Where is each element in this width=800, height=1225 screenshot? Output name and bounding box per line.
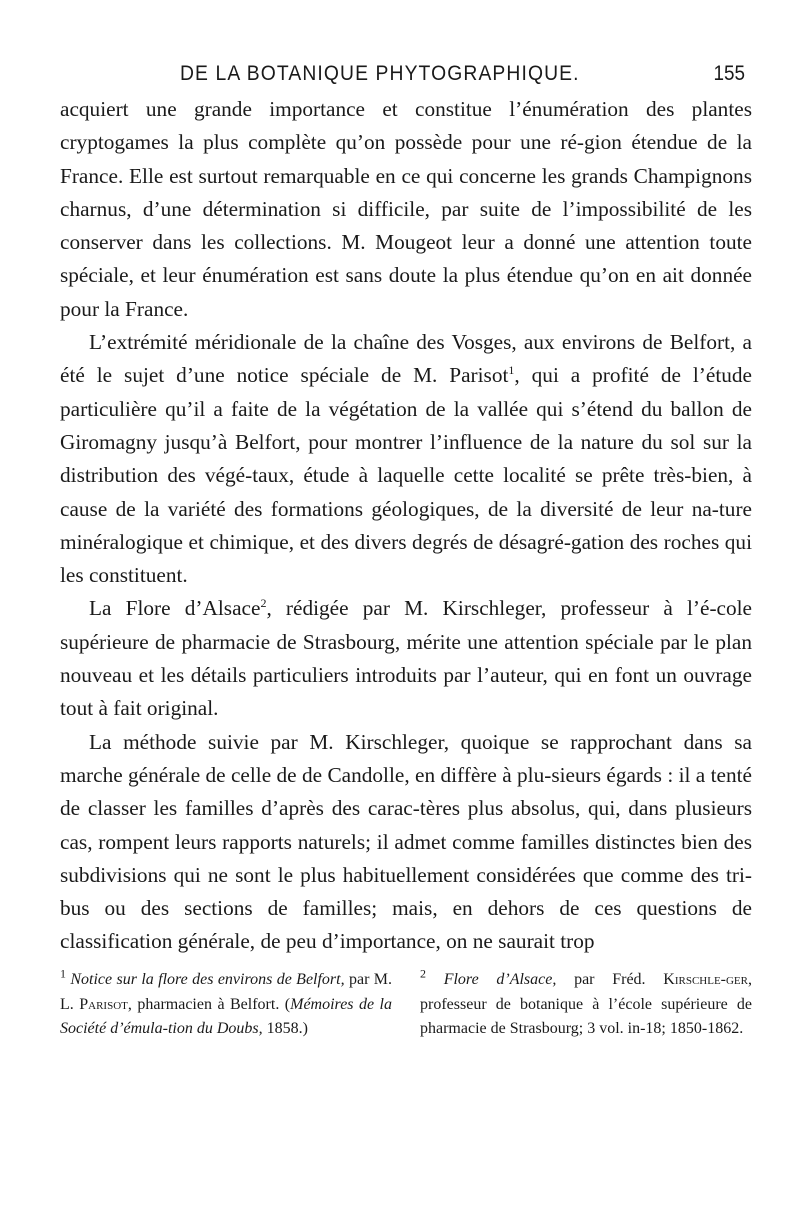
footnote-1 [60, 968, 392, 1042]
paragraph-1 [60, 93, 752, 326]
text-span: , qui a profité de l’étude particulière qu’il a faite de la végétation de la vallée qui s’étend du ballon de Giromagny jusqu’à Belfort, pour montrer l’influence de la nature du sol sur la distribution des végé-taux, étude à laquelle cette localité se prête très-bien, à cause de la variété des formations géologiques, de la diversité de leur na-ture minéralogique et chimique, et des divers degrés de désagré-gation des roches qui les constituent. [60, 363, 752, 588]
footnote-text: 1858.) [262, 1020, 308, 1037]
footnote-text: , professeur de botanique à l’école supérieure de pharmacie de Strasbourg; 3 vol. in-18; 1850-1862. [420, 971, 752, 1037]
footnote-marker: 2 [420, 966, 426, 981]
footnote-2 [420, 968, 752, 1042]
footnote-text: par M. L. [60, 971, 392, 1013]
text-span: La méthode suivie par M. Kirschleger, quoique se rapprochant dans sa marche générale de celle de de Candolle, en diffère à plu-sieurs égards : il a tenté de classer les familles d’après des carac-tères plus absolus, qui, dans plusieurs cas, rompent leurs rapports naturels; il admet comme familles distinctes bien des subdivisions qui ne sont le plus habituellement considérées que comme des tri-bus ou des sections de familles; mais, en dehors de ces questions de classification générale, de peu d’importance, on ne saurait trop [60, 729, 752, 954]
footnote-italic: Flore d’Alsace, [426, 971, 557, 988]
footnote-ref-1[interactable]: 1 [508, 363, 515, 378]
footnote-italic: Notice sur la flore des environs de Belfort, [66, 971, 345, 988]
footnote-author: Kirschle-ger [663, 971, 748, 988]
main-text [60, 93, 752, 959]
paragraph-2 [60, 326, 752, 592]
paragraph-4 [60, 726, 752, 959]
footnotes [60, 968, 752, 1042]
text-span: , rédigée par M. Kirschleger, professeur à l’é-cole supérieure de pharmacie de Strasbourg, mérite une attention spéciale par le plan nouveau et les détails particuliers introduits par l’auteur, qui en font un ouvrage tout à fait original. [60, 596, 753, 721]
footnote-text: , pharmacien à Belfort. ( [127, 995, 291, 1013]
footnote-italic: Mémoires de la Société d’émula-tion du Doubs, [60, 995, 392, 1037]
footnote-ref-2[interactable]: 2 [260, 596, 267, 611]
paragraph-3 [60, 592, 752, 725]
running-title: DE LA BOTANIQUE PHYTOGRAPHIQUE. [180, 62, 580, 85]
text-span: L’extrémité méridionale de la chaîne des Vosges, aux environs de Belfort, a été le sujet d’une notice spéciale de M. Parisot [60, 330, 752, 388]
text-span: La Flore d’Alsace [89, 596, 261, 621]
page-number: 155 [713, 62, 745, 85]
footnote-author: Parisot [79, 995, 128, 1013]
text-span: acquiert une grande importance et constitue l’énumération des plantes cryptogames la plus complète qu’on possède pour une ré-gion étendue de la France. Elle est surtout remarquable en ce qui concerne les grands Champignons charnus, d’une détermination si difficile, par suite de l’impossibilité de les conserver dans les collections. M. Mougeot leur a donné une attention toute spéciale, et leur énumération est sans doute la plus étendue qu’on en ait donnée pour la France. [60, 97, 752, 321]
footnote-marker: 1 [60, 966, 66, 981]
footnote-text: par Fréd. [556, 971, 664, 988]
